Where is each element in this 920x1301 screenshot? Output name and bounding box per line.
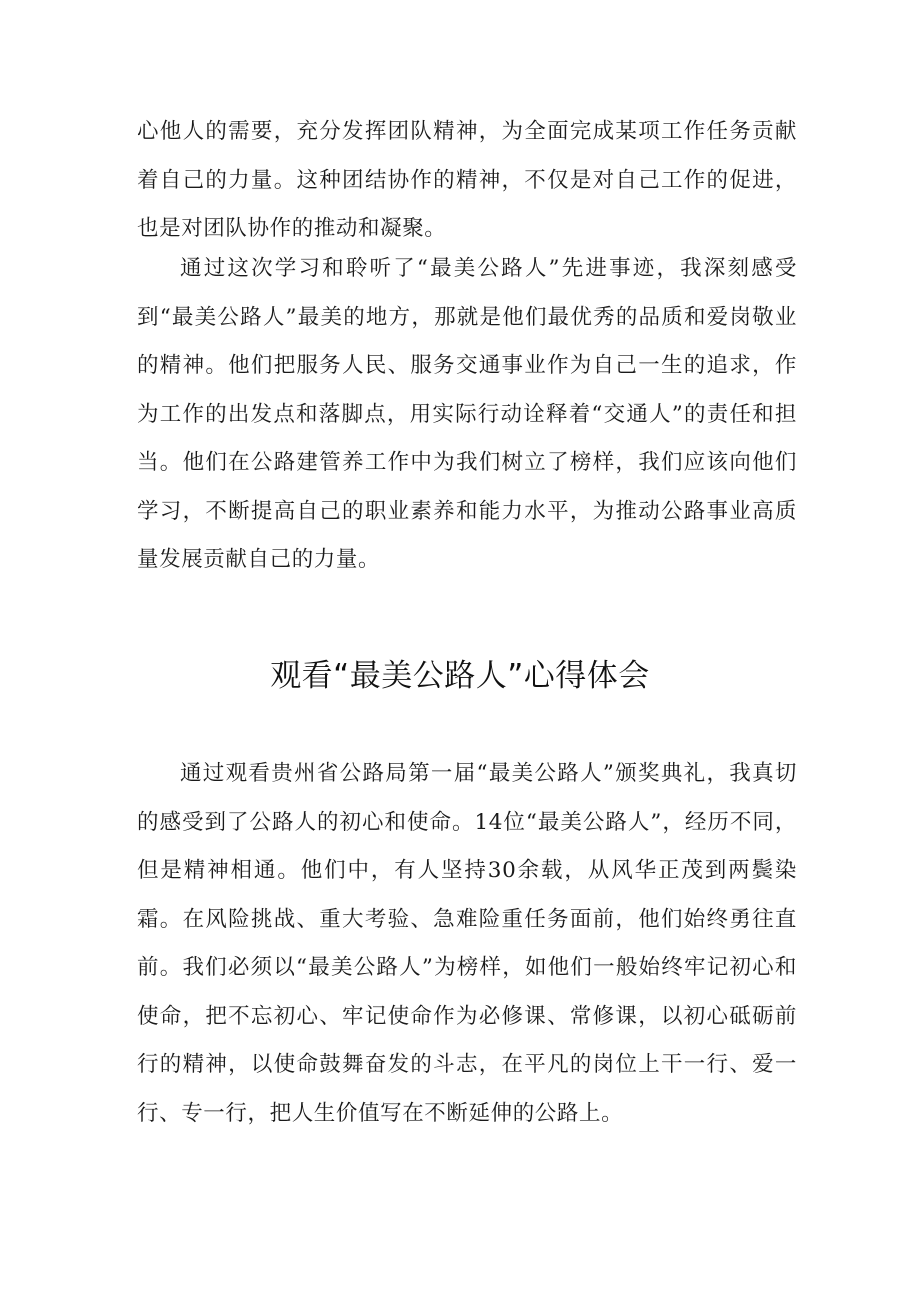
paragraph-continued: 心他人的需要，充分发挥团队精神，为全面完成某项工作任务贡献着自己的力量。这种团结协作的精神，不仅是对自己工作的促进，也是对团队协作的推动和凝聚。 — [137, 119, 797, 241]
section-heading: 观看“最美公路人”心得体会 — [270, 658, 650, 694]
paragraph-study-reflection: 通过这次学习和聆听了“最美公路人”先进事迹，我深刻感受到“最美公路人”最美的地方，那就是他们最优秀的品质和爱岗敬业的精神。他们把服务人民、服务交通事业作为自己一生的追求，作为工作的出发点和落脚点，用实际行动诠释着“交通人”的责任和担当。他们在公路建管养工作中为我们树立了榜样，我们应该向他们学习，不断提高自己的职业素养和能力水平，为推动公路事业高质量发展贡献自己的力量。 — [137, 256, 797, 572]
paragraph-award-ceremony: 通过观看贵州省公路局第一届“最美公路人”颁奖典礼，我真切的感受到了公路人的初心和使命。14位“最美公路人”，经历不同，但是精神相通。他们中，有人坚持30余载，从风华正茂到两鬓染霜。在风险挑战、重大考验、急难险重任务面前，他们始终勇往直前。我们必须以“最美公路人”为榜样，如他们一般始终牢记初心和使命，把不忘初心、牢记使命作为必修课、常修课，以初心砥砺前行的精神，以使命鼓舞奋发的斗志，在平凡的岗位上干一行、爱一行、专一行，把人生价值写在不断延伸的公路上。 — [137, 761, 797, 1126]
